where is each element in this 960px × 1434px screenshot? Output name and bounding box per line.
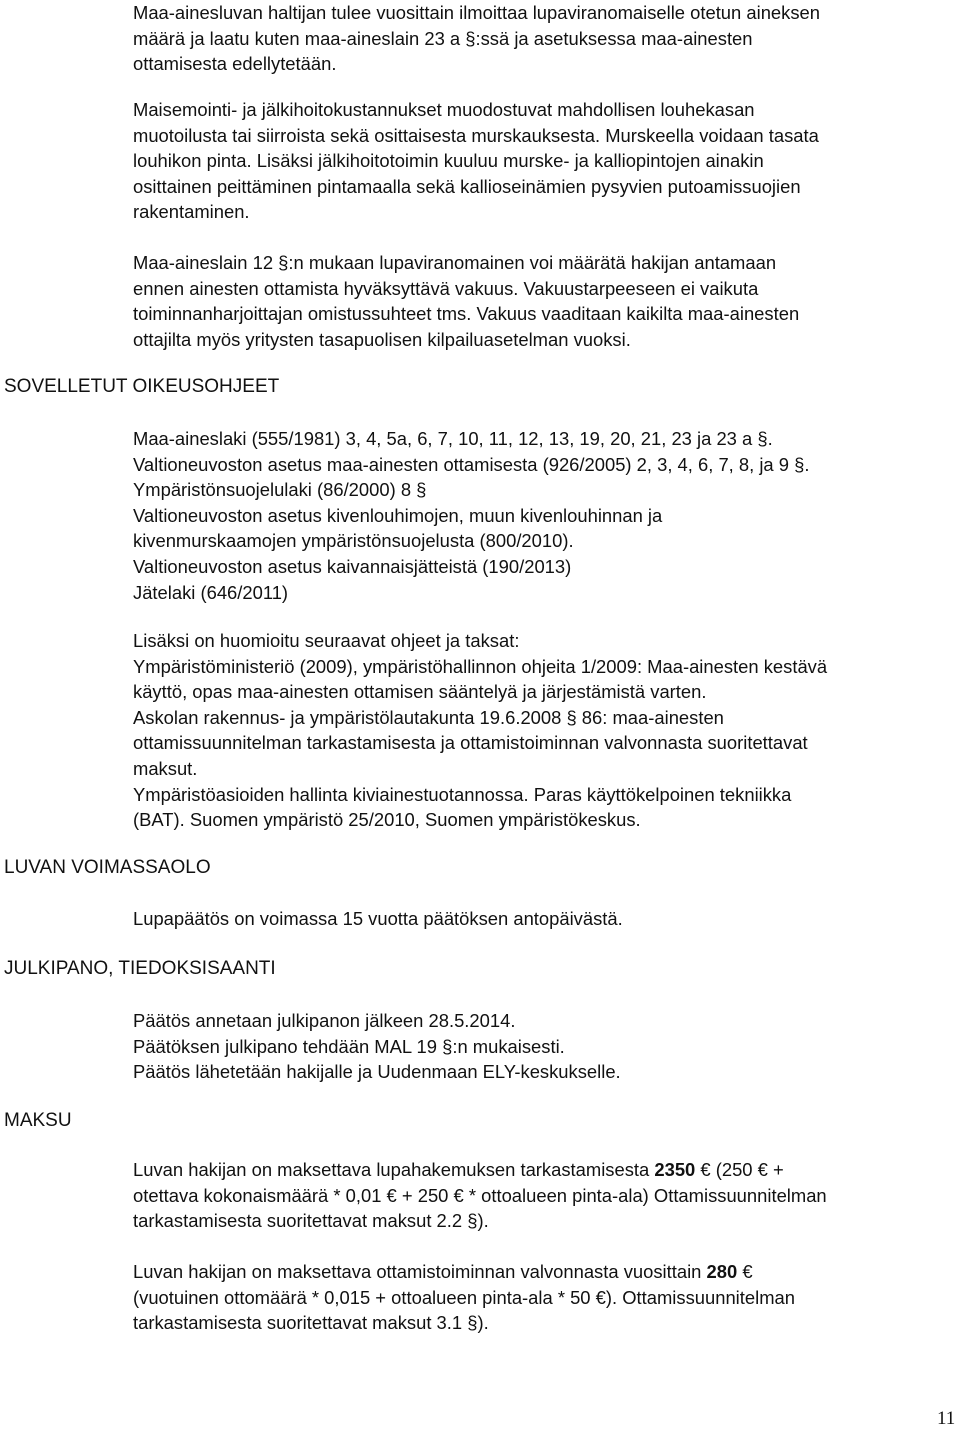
law-item: Ympäristönsuojelulaki (86/2000) 8 § bbox=[133, 479, 427, 501]
text-line: määrä ja laatu kuten maa-aineslain 23 a §:ssä ja asetuksessa maa-ainesten bbox=[133, 27, 753, 49]
law-item: Valtioneuvoston asetus kaivannaisjätteistä (190/2013) bbox=[133, 555, 572, 577]
fee-amount: 280 bbox=[706, 1261, 738, 1282]
fee-text: € (250 € + bbox=[695, 1159, 784, 1180]
guideline-item: (BAT). Suomen ympäristö 25/2010, Suomen ympäristökeskus. bbox=[133, 809, 641, 831]
law-item: Jätelaki (646/2011) bbox=[133, 581, 289, 603]
guidelines-list bbox=[133, 628, 827, 833]
law-item: Maa-aineslaki (555/1981) 3, 4, 5a, 6, 7, 10, 11, 12, 13, 19, 20, 21, 23 ja 23 a §. bbox=[133, 428, 773, 449]
text-line bbox=[133, 1157, 827, 1183]
section-heading-luvan-voimassaolo: LUVAN VOIMASSAOLO bbox=[4, 857, 211, 878]
text-line: Maa-aineslain 12 §:n mukaan lupaviranomainen voi määrätä hakijan antamaan bbox=[133, 252, 777, 273]
fee-text: € bbox=[737, 1261, 753, 1282]
text-line: ottajilta myös yritysten tasapuolisen kilpailuasetelman vuoksi. bbox=[133, 328, 631, 350]
text-line bbox=[133, 1259, 795, 1285]
fee-paragraph-inspection bbox=[133, 1157, 827, 1234]
guideline-item: maksut. bbox=[133, 757, 198, 779]
intro-paragraph-guarantee bbox=[133, 250, 799, 352]
text-line: Päätös lähetetään hakijalle ja Uudenmaan ELY-keskukselle. bbox=[133, 1061, 621, 1083]
guideline-item: Lisäksi on huomioitu seuraavat ohjeet ja taksat: bbox=[133, 630, 520, 651]
law-item: Valtioneuvoston asetus maa-ainesten ottamisesta (926/2005) 2, 3, 4, 6, 7, 8, ja 9 §. bbox=[133, 453, 810, 475]
fee-text: Luvan hakijan on maksettava ottamistoiminnan valvonnasta vuosittain bbox=[133, 1261, 707, 1282]
text-line: Päätös annetaan julkipanon jälkeen 28.5.2014. bbox=[133, 1010, 516, 1031]
text-line: ottamisesta edellytetään. bbox=[133, 53, 337, 75]
text-line: Maisemointi- ja jälkihoitokustannukset muodostuvat mahdollisen louhekasan bbox=[133, 99, 755, 120]
validity-text: Lupapäätös on voimassa 15 vuotta päätöksen antopäivästä. bbox=[133, 908, 623, 929]
intro-paragraph-reporting bbox=[133, 0, 820, 77]
text-line: tarkastamisesta suoritettavat maksut 2.2 §). bbox=[133, 1210, 489, 1232]
applied-laws-list bbox=[133, 426, 809, 605]
page-number: 11 bbox=[937, 1408, 956, 1429]
section-heading-julkipano: JULKIPANO, TIEDOKSISAANTI bbox=[4, 958, 276, 979]
guideline-item: Ympäristöasioiden hallinta kiviainestuotannossa. Paras käyttökelpoinen tekniikka bbox=[133, 783, 792, 805]
text-line: muotoilusta tai siirroista sekä osittaisesta murskauksesta. Murskeella voidaan tasata bbox=[133, 124, 819, 146]
law-item: Valtioneuvoston asetus kivenlouhimojen, muun kivenlouhinnan ja bbox=[133, 504, 663, 526]
guideline-item: käyttö, opas maa-ainesten ottamisen sääntelyä ja järjestämistä varten. bbox=[133, 681, 707, 703]
law-item: kivenmurskaamojen ympäristönsuojelusta (800/2010). bbox=[133, 530, 574, 552]
fee-amount: 2350 bbox=[654, 1159, 696, 1180]
intro-paragraph-landscaping bbox=[133, 97, 819, 225]
text-line: Päätöksen julkipano tehdään MAL 19 §:n mukaisesti. bbox=[133, 1035, 565, 1057]
guideline-item: ottamissuunnitelman tarkastamisesta ja ottamistoiminnan valvonnasta suoritettavat bbox=[133, 732, 808, 754]
guideline-item: Askolan rakennus- ja ympäristölautakunta 19.6.2008 § 86: maa-ainesten bbox=[133, 706, 724, 728]
text-line: louhikon pinta. Lisäksi jälkihoitotoimin kuuluu murske- ja kalliopintojen ainakin bbox=[133, 150, 764, 172]
text-line: tarkastamisesta suoritettavat maksut 3.1 §). bbox=[133, 1312, 489, 1334]
fee-paragraph-supervision bbox=[133, 1259, 795, 1336]
text-line: (vuotuinen ottomäärä * 0,015 + ottoalueen pinta-ala * 50 €). Ottamissuunnitelman bbox=[133, 1286, 795, 1308]
text-line: osittainen peittäminen pintamaalla sekä kallioseinämien pysyvien putoamissuojien bbox=[133, 175, 801, 197]
section-heading-sovelletut-oikeusohjeet: SOVELLETUT OIKEUSOHJEET bbox=[4, 376, 280, 397]
text-line: toiminnanharjoittajan omistussuhteet tms. Vakuus vaaditaan kaikilta maa-ainesten bbox=[133, 303, 800, 325]
text-line: rakentaminen. bbox=[133, 201, 250, 223]
guideline-item: Ympäristöministeriö (2009), ympäristöhallinnon ohjeita 1/2009: Maa-ainesten kestävä bbox=[133, 655, 828, 677]
publication-lines bbox=[133, 1008, 621, 1085]
text-line: ennen ainesten ottamista hyväksyttävä vakuus. Vakuustarpeeseen ei vaikuta bbox=[133, 277, 759, 299]
text-line: otettava kokonaismäärä * 0,01 € + 250 € * ottoalueen pinta-ala) Ottamissuunnitelman bbox=[133, 1184, 827, 1206]
text-line: Maa-ainesluvan haltijan tulee vuosittain ilmoittaa lupaviranomaiselle otetun aineksen bbox=[133, 2, 820, 23]
section-heading-maksu: MAKSU bbox=[4, 1110, 72, 1131]
fee-text: Luvan hakijan on maksettava lupahakemuksen tarkastamisesta bbox=[133, 1159, 655, 1180]
